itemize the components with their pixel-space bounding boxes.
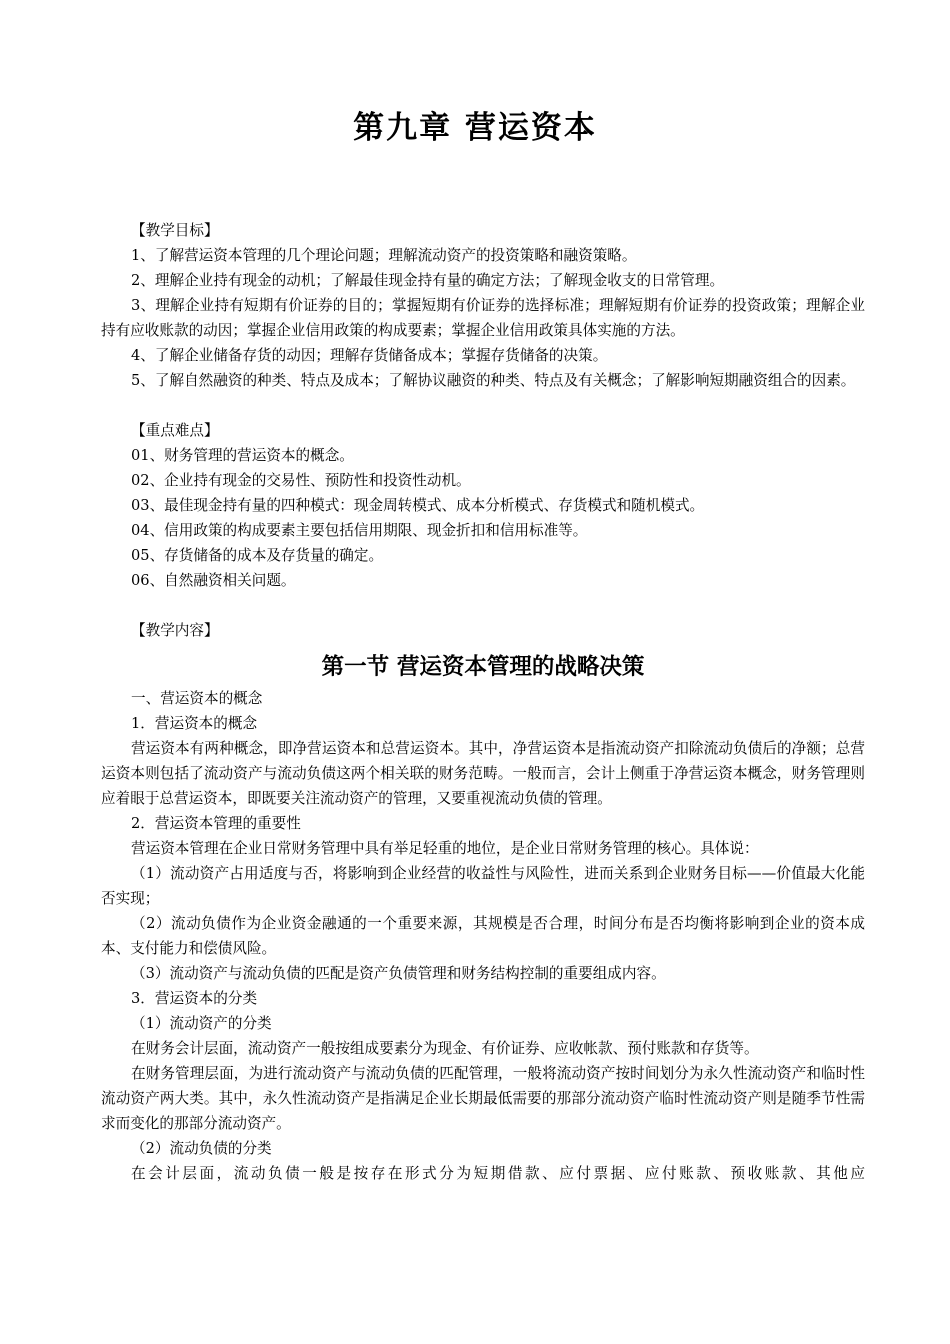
key-point-item: 06、自然融资相关问题。 (131, 572, 296, 589)
key-point-item: 04、信用政策的构成要素主要包括信用期限、现金折扣和信用标准等。 (131, 522, 588, 539)
key-points-header: 【重点难点】 (131, 422, 219, 439)
spacer (101, 593, 865, 618)
key-point-item: 01、财务管理的营运资本的概念。 (131, 447, 354, 464)
document-body (101, 218, 865, 1186)
objective-item: 3、理解企业持有短期有价证券的目的；掌握短期有价证券的选择标准；理解短期有价证券的投资政策；理解企业持有应收账款的动因；掌握企业信用政策的构成要素；掌握企业信用政策具体实施的方法。 (101, 297, 865, 339)
key-point-item: 03、最佳现金持有量的四种模式：现金周转模式、成本分析模式、存货模式和随机模式。 (131, 497, 705, 514)
section-title: 第一节 营运资本管理的战略决策 (321, 654, 645, 680)
objective-item: 5、了解自然融资的种类、特点及成本；了解协议融资的种类、特点及有关概念；了解影响短期融资组合的因素。 (131, 372, 856, 389)
chapter-title: 第九章 营运资本 (353, 110, 597, 146)
heading-1-1: 1．营运资本的概念 (131, 715, 258, 732)
paragraph: 在财务会计层面，流动资产一般按组成要素分为现金、有价证券、应收帐款、预付账款和存货等。 (131, 1040, 759, 1057)
paragraph: 营运资本有两种概念，即净营运资本和总营运资本。其中，净营运资本是指流动资产扣除流动负债后的净额；总营运资本则包括了流动资产与流动负债这两个相关联的财务范畴。一般而言，会计上侧重于净营运资本概念，财务管理则应着眼于总营运资本，即既要关注流动资产的管理，又要重视流动负债的管理。 (101, 740, 865, 807)
paragraph: 在财务管理层面，为进行流动资产与流动负债的匹配管理，一般将流动资产按时间划分为永久性流动资产和临时性流动资产两大类。其中，永久性流动资产是指满足企业长期最低需要的那部分流动资产临时性流动资产则是随季节性需求而变化的那部分流动资产。 (101, 1065, 865, 1132)
objective-item: 2、理解企业持有现金的动机；了解最佳现金持有量的确定方法；了解现金收支的日常管理。 (131, 272, 725, 289)
paragraph: 营运资本管理在企业日常财务管理中具有举足轻重的地位，是企业日常财务管理的核心。具体说： (131, 840, 759, 857)
objective-item: 4、了解企业储备存货的动因；理解存货储备成本；掌握存货储备的决策。 (131, 347, 608, 364)
paragraph: 在会计层面，流动负债一般是按存在形式分为短期借款、应付票据、应付账款、预收账款、其他应 (131, 1165, 865, 1182)
key-point-item: 02、企业持有现金的交易性、预防性和投资性动机。 (131, 472, 471, 489)
heading-1-2: 2．营运资本管理的重要性 (131, 815, 301, 832)
key-point-item: 05、存货储备的成本及存货量的确定。 (131, 547, 384, 564)
paragraph: （1）流动资产占用适度与否，将影响到企业经营的收益性与风险性，进而关系到企业财务目标——价值最大化能否实现； (101, 865, 865, 907)
heading-1-3: 3．营运资本的分类 (131, 990, 258, 1007)
paragraph: （2）流动负债作为企业资金融通的一个重要来源，其规模是否合理，时间分布是否均衡将影响到企业的资本成本、支付能力和偿债风险。 (101, 915, 865, 957)
objectives-header: 【教学目标】 (131, 222, 219, 239)
heading-1-3-2: （2）流动负债的分类 (131, 1140, 272, 1157)
heading-1-3-1: （1）流动资产的分类 (131, 1015, 272, 1032)
objective-item: 1、了解营运资本管理的几个理论问题；理解流动资产的投资策略和融资策略。 (131, 247, 637, 264)
heading-1: 一、营运资本的概念 (131, 690, 263, 707)
content-header: 【教学内容】 (131, 622, 219, 639)
spacer (101, 393, 865, 418)
paragraph: （3）流动资产与流动负债的匹配是资产负债管理和财务结构控制的重要组成内容。 (131, 965, 666, 982)
